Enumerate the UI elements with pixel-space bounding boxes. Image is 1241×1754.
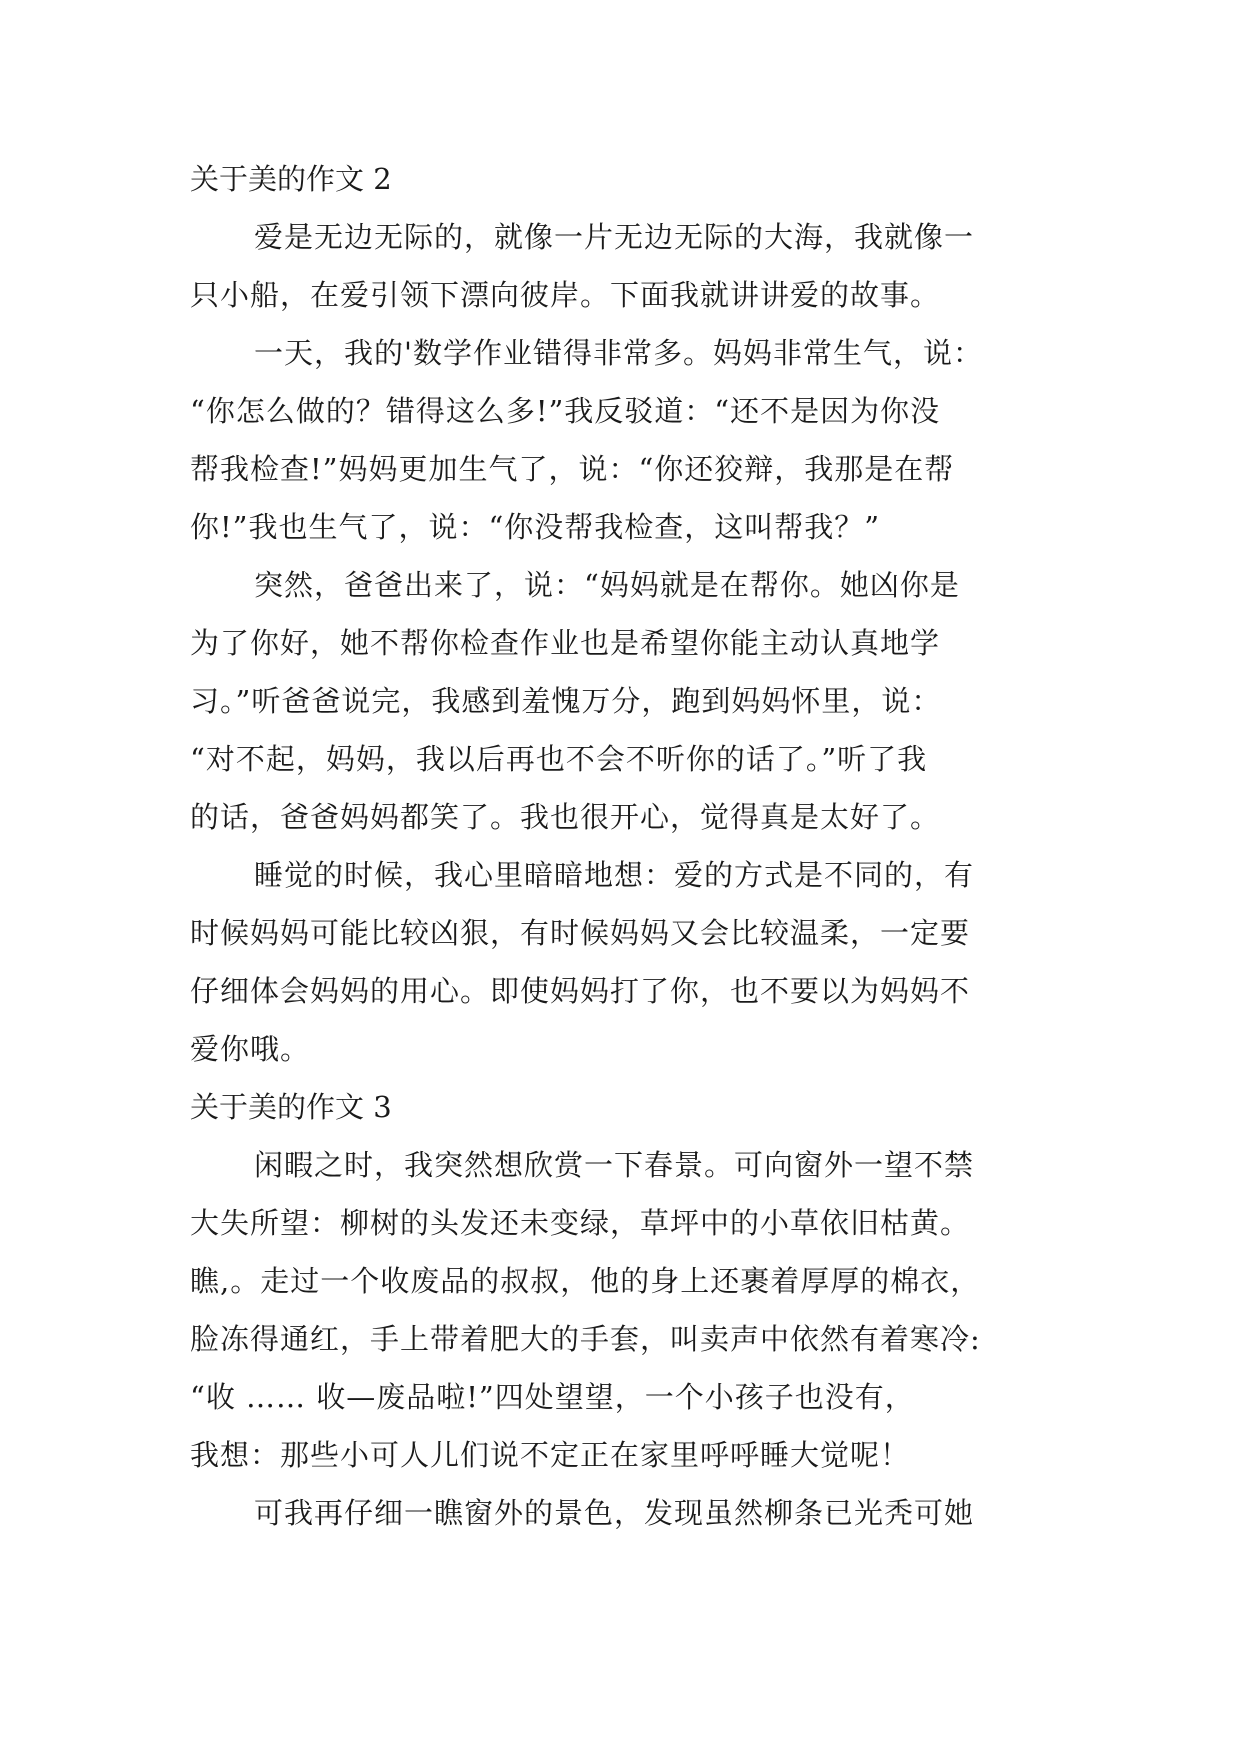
text-line: 仔细体会妈妈的用心。即使妈妈打了你，也不要以为妈妈不	[190, 974, 971, 1008]
text-line: 我想：那些小可人儿们说不定正在家里呼呼睡大觉呢！	[190, 1438, 911, 1472]
document-page	[190, 150, 1090, 1542]
text-line: 只小船，在爱引领下漂向彼岸。下面我就讲讲爱的故事。	[190, 278, 941, 312]
text-line: 习。”听爸爸说完，我感到羞愧万分，跑到妈妈怀里，说：	[190, 684, 942, 718]
text-line: 爱你哦。	[190, 1032, 311, 1066]
text-line: 睡觉的时候，我心里暗暗地想：爱的方式是不同的，有	[254, 858, 975, 892]
text-line: 的话，爸爸妈妈都笑了。我也很开心，觉得真是太好了。	[190, 800, 941, 834]
text-line: 爱是无边无际的，就像一片无边无际的大海，我就像一	[254, 220, 975, 254]
text-line: 脸冻得通红，手上带着肥大的手套，叫卖声中依然有着寒冷:	[190, 1322, 981, 1356]
text-line: “你怎么做的？错得这么多!”我反驳道：“还不是因为你没	[190, 394, 941, 428]
text-line: 闲暇之时，我突然想欣赏一下春景。可向窗外一望不禁	[254, 1148, 975, 1182]
section-heading: 关于美的作文 3	[190, 1090, 392, 1124]
text-line: 一天，我的'数学作业错得非常多。妈妈非常生气，说：	[254, 336, 983, 370]
text-line: 突然，爸爸出来了，说：“妈妈就是在帮你。她凶你是	[254, 568, 960, 602]
essay-section-3	[190, 1078, 1090, 1542]
paragraph	[190, 1136, 1090, 1484]
section-heading: 关于美的作文 2	[190, 162, 392, 196]
paragraph	[190, 1484, 1090, 1542]
paragraph	[190, 324, 1090, 556]
text-line: 帮我检查!”妈妈更加生气了，说：“你还狡辩，我那是在帮	[190, 452, 955, 486]
paragraph	[190, 556, 1090, 846]
text-line: 瞧,。走过一个收废品的叔叔，他的身上还裹着厚厚的棉衣，	[190, 1264, 981, 1298]
text-line: 你!”我也生气了，说：“你没帮我检查，这叫帮我？”	[190, 510, 881, 544]
text-line: 大失所望：柳树的头发还未变绿，草坪中的小草依旧枯黄。	[190, 1206, 971, 1240]
text-line: “收 …… 收—废品啦!”四处望望，一个小孩子也没有，	[190, 1380, 915, 1414]
essay-section-2	[190, 150, 1090, 1078]
paragraph	[190, 208, 1090, 324]
text-line: “对不起，妈妈，我以后再也不会不听你的话了。”听了我	[190, 742, 928, 776]
text-line: 为了你好，她不帮你检查作业也是希望你能主动认真地学	[190, 626, 941, 660]
paragraph	[190, 846, 1090, 1078]
text-line: 可我再仔细一瞧窗外的景色，发现虽然柳条已光秃可她	[254, 1496, 975, 1530]
text-line: 时候妈妈可能比较凶狠，有时候妈妈又会比较温柔，一定要	[190, 916, 971, 950]
